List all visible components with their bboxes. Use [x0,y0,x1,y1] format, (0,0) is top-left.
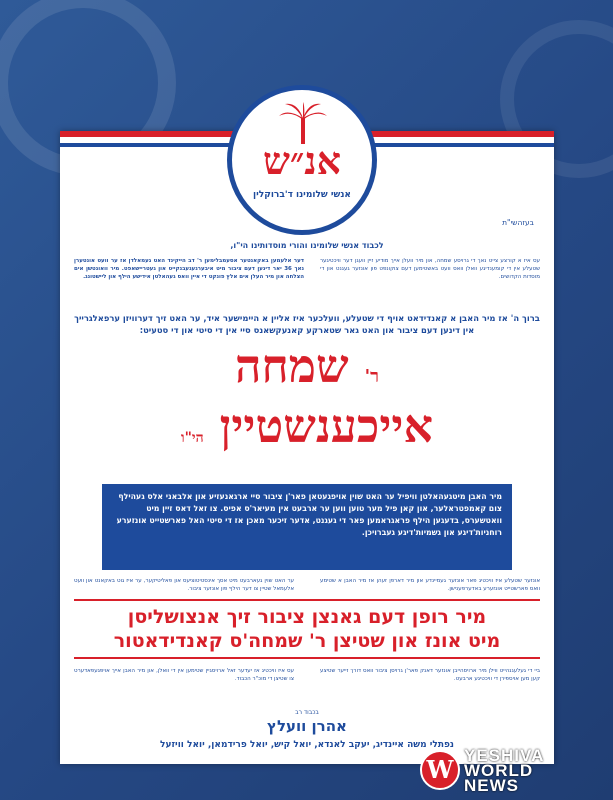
ywn-circle-icon: W [420,750,460,790]
mid-column-left: ער האט שוין געארבעט מיט אסך אינסטיטוציעס און פאליטיקער, ער איז גוט באקאנט און וועט אלעמאל שטיין צו דער הילף פון אונזער ציבור. [74,578,294,592]
column-left: דער אלעמען באקאנטער אסעמבלימען ר' דב הייקינד האט געמאלדן אז ער וועט אונטערן נאך 36 יאר דינען דעם ציבור מיט איבערגעגעבנקייט און געטריישאפט. מיר וואונטשן אים הצלחה און מיר העלן אים אלץ פונקט די איין וואס געהאלטן אידישע הילף און ליישטונג. [74,258,305,280]
ywn-line3: NEWS [464,776,519,795]
signoff-greeting: בכבוד רב [295,709,319,716]
ywn-wordmark [464,748,544,793]
candidate-title-line1 [60,339,554,393]
mid-column-right: אונזער שטעלע איז וויכטיג פאר אונזער געמיינדע און מיר דארפן זעהן אז מיר האבן א שטימע וואס פארשטייט אונזערע באדערפענישן. [320,578,540,592]
signers-list: נפתלי משה איינדיג, יעקב לאנדא, יואל קיש, יואל פרידמאן, יואל וויזעל [160,740,454,750]
red-divider-top [74,599,540,601]
signoff-name: אהרן וועלץ [267,717,347,735]
yeshiva-world-news-watermark [420,746,610,796]
callout-line2: מיט אונז און שטיצן ר' שמחה'ס קאנדידאטור [113,630,501,652]
bezh-label: בעזהשי"ת [502,218,534,227]
ywn-line1: YESHIVA [464,746,545,765]
organization-logo [227,85,377,235]
logo-wordmark: אנ״ש [262,138,342,183]
red-divider-bottom [74,657,540,659]
title-last-name: אייכענשטיין [219,399,433,453]
column-right: עס איז א קורצע צייט נאך די גרויסע שמחה, און מיר וועלן אייך מודיע זיין וועגן דער וויכטיגער שטעלע אין די קומענדיגע וואלן וואס וועט באשטימען דעם צוקונפט פון אונזער געגנט און די מוסדות הקדושים. [320,258,540,280]
bottom-column-right: ביי די געלעגנהייט ווילן מיר ארויסהייבן אונזער דאנק פאר'ן גרויסן ציבור וואס דורך זייער שטיצע קען מען אויספירן די וויכטיגע ארבעט. [320,668,540,682]
highlight-box: מיר האבן מיטגעהאלטן וויפיל ער האט שוין אויפגעטאן פאר'ן ציבור סיי ארגאנעזיע און אלבאני אלס געהילף צום קאמפטראלער, און קאן פיל מער טוען ווען ער ארבעט אין מעיאר'ס אפיס. צו זאל דאס זיין מיט וואטשערס, בדעגען הילף פראגראמען פאר די געגנט, אדער זיכער מאכן אז די סיטי האל פארשטייט אונזערע רוחניות'דיגע און גשמיות'דיגע געברויכן. [102,484,512,570]
ywn-line2: WORLD [464,761,534,780]
address-line: לכבוד אנשי שלומינו והורי מוסדותינו הי"ו, [230,241,384,250]
logo-subtitle: אנשי שלומינו ד'ברוקלין [253,190,351,200]
candidate-title-line2 [60,399,554,453]
callout-line1: מיר רופן דעם גאנצן ציבור זיך אנצושליסן [127,606,487,628]
title-first-name: שמחה [235,339,349,393]
title-prefix: ר' [364,366,379,387]
bottom-column-left: עס איז וויכטיג אז יעדער זאל ארויסגיין שטימען אין די וואלן, און מיר האבן אייך אויפגעפאדערט צו שטיצן די מוכ"ר הכבוד. [74,668,294,682]
title-suffix: הי"ו [181,430,204,446]
intro-paragraph: ברוך ה' אז מיר האבן א קאנדידאט אויף די שטעלע, וועלכער איז אליין א היימישער איד, ער האט זיך דערוויזן ערפאלגרייך אין דינען דעם ציבור און האט גאר שטארקע קאנעקשאנס סיי אין די סיטי און די סטעיט: [74,313,540,335]
